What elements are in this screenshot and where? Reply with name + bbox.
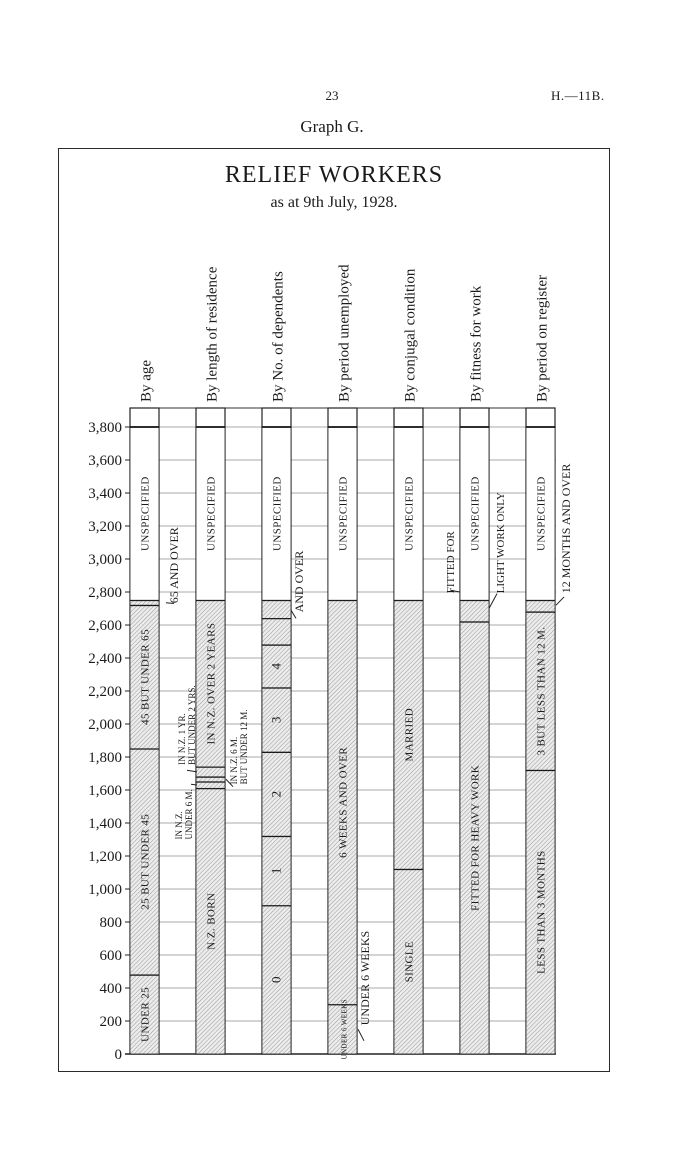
- bar-segment-5: [262, 618, 291, 644]
- bar-segment-fitted-for-light-work-only: [460, 600, 489, 621]
- y-tick-label: 2,400: [88, 651, 122, 667]
- y-tick-label: 400: [99, 981, 122, 997]
- bar-segment-and-over: [262, 600, 291, 618]
- segment-label-unspecified: UNSPECIFIED: [205, 476, 218, 551]
- segment-label-0: 0: [268, 976, 284, 983]
- y-tick-label: 1,400: [88, 816, 122, 832]
- y-tick-label: 600: [99, 948, 122, 964]
- y-tick-label: 800: [99, 915, 122, 931]
- callout-65-and-over-line-1: 65 AND OVER: [167, 527, 181, 604]
- gap-column: [423, 408, 460, 1054]
- y-tick-label: 1,800: [88, 750, 122, 766]
- y-tick-label: 1,200: [88, 849, 122, 865]
- segment-label-unspecified: UNSPECIFIED: [403, 476, 416, 551]
- category-label-by-no-of-dependents: By No. of dependents: [270, 271, 287, 402]
- y-tick-label: 0: [114, 1047, 122, 1063]
- callout-12-months-line-1: 12 MONTHS AND OVER: [559, 463, 573, 594]
- segment-label-25-but-under-45: 25 BUT UNDER 45: [139, 813, 152, 910]
- category-label-by-period-on-register: By period on register: [534, 274, 551, 402]
- callout-under-6m-line-2: UNDER 6 M.: [184, 789, 194, 840]
- bar-segment-in-n-z-under-6-m: [196, 782, 225, 789]
- category-label-by-conjugal-condition: By conjugal condition: [402, 268, 419, 402]
- y-tick-label: 2,200: [88, 684, 122, 700]
- segment-label-single: SINGLE: [403, 940, 416, 983]
- segment-label-unspecified: UNSPECIFIED: [271, 476, 284, 551]
- callout-1yr-line-1: IN N.Z. 1 YR.: [177, 713, 187, 765]
- bar-segment-in-n-z-1-yr-but-under-2-yrs: [196, 767, 225, 777]
- callout-light-work-arrow: [489, 594, 497, 609]
- chart-subtitle: as at 9th July, 1928.: [270, 194, 398, 211]
- category-label-by-length-of-residence: By length of residence: [204, 266, 221, 402]
- page-number: 23: [325, 88, 339, 103]
- callout-light-work-line-1: LIGHT WORK ONLY: [495, 492, 507, 594]
- bar-segment-12-months-and-over: [526, 600, 555, 612]
- callout-1yr-line-2: BUT UNDER 2 YRS.: [187, 685, 197, 765]
- segment-label-less-than-3-months: LESS THAN 3 MONTHS: [535, 850, 548, 974]
- callout-under-6-weeks-line-1: UNDER 6 WEEKS: [358, 930, 372, 1026]
- chart-title: RELIEF WORKERS: [224, 162, 444, 188]
- callout-6-to-12m-line-1: IN N.Z. 6 M.: [229, 736, 239, 785]
- segment-label-in-n-z-over-2-years: IN N.Z. OVER 2 YEARS: [205, 622, 218, 745]
- segment-label-under-25: UNDER 25: [139, 986, 152, 1042]
- segment-label-6-weeks-and-over: 6 WEEKS AND OVER: [337, 746, 350, 858]
- segment-label-45-but-under-65: 45 BUT UNDER 65: [139, 628, 152, 725]
- y-tick-label: 1,600: [88, 783, 122, 799]
- y-tick-label: 1,000: [88, 882, 122, 898]
- callout-under-6m-line-1: IN N.Z.: [174, 811, 184, 840]
- segment-label-2: 2: [268, 790, 284, 798]
- page-reference: H.—11B.: [551, 88, 605, 103]
- segment-label-under-6-weeks: UNDER 6 WEEKS: [340, 999, 349, 1060]
- y-tick-label: 3,000: [88, 552, 122, 568]
- segment-label-fitted-for-heavy-work: FITTED FOR HEAVY WORK: [469, 764, 482, 911]
- callout-dep-and-over-line-1: AND OVER: [292, 550, 306, 613]
- segment-label-unspecified: UNSPECIFIED: [535, 476, 548, 551]
- segment-label-unspecified: UNSPECIFIED: [337, 476, 350, 551]
- y-tick-label: 3,400: [88, 486, 122, 502]
- segment-label-unspecified: UNSPECIFIED: [139, 476, 152, 551]
- segment-label-n-z-born: N.Z. BORN: [205, 892, 218, 950]
- segment-label-3: 3: [268, 716, 284, 724]
- callout-6-to-12m-line-2: BUT UNDER 12 M.: [239, 709, 249, 785]
- y-tick-label: 3,200: [88, 519, 122, 535]
- category-label-by-period-unemployed: By period unemployed: [336, 264, 353, 402]
- y-tick-label: 3,800: [88, 420, 122, 436]
- segment-label-married: MARRIED: [403, 707, 416, 762]
- segment-label-4: 4: [268, 663, 284, 670]
- y-tick-label: 3,600: [88, 453, 122, 469]
- callout-12-months-arrow: [556, 597, 564, 605]
- y-tick-label: 2,000: [88, 717, 122, 733]
- y-tick-label: 2,600: [88, 618, 122, 634]
- segment-label-1: 1: [268, 867, 284, 875]
- callout-under-6-weeks-arrow: [358, 1029, 364, 1041]
- y-tick-label: 200: [99, 1014, 122, 1030]
- callout-fitted-for-line-1: FITTED FOR: [445, 531, 457, 594]
- gap-column: [291, 408, 328, 1054]
- segment-label-3-but-less-than-12-m: 3 BUT LESS THAN 12 M.: [535, 626, 548, 756]
- y-tick-label: 2,800: [88, 585, 122, 601]
- graph-label: Graph G.: [300, 117, 364, 136]
- category-label-by-age: By age: [138, 359, 155, 402]
- category-label-by-fitness-for-work: By fitness for work: [468, 285, 485, 402]
- segment-label-unspecified: UNSPECIFIED: [469, 476, 482, 551]
